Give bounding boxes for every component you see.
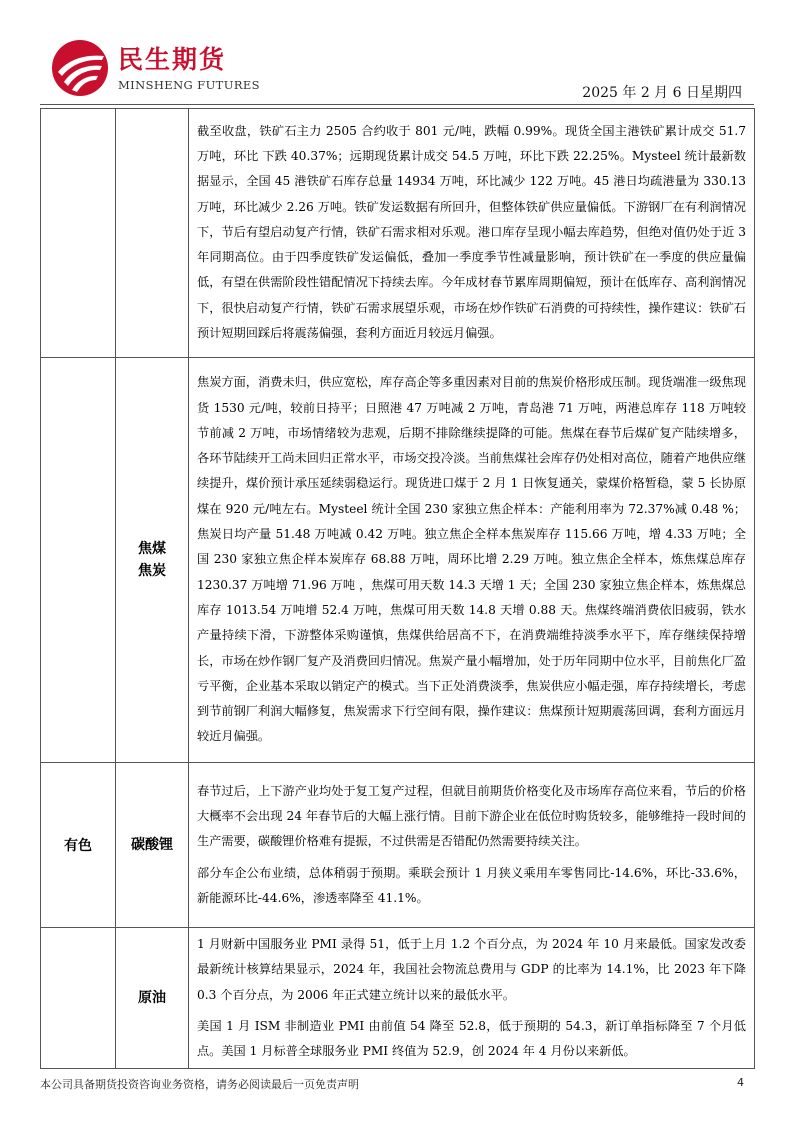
page-number: 4 bbox=[737, 1076, 744, 1089]
report-date: 2025 年 2 月 6 日星期四 bbox=[582, 85, 742, 101]
analysis-paragraph: 截至收盘，铁矿石主力 2505 合约收于 801 元/吨，跌幅 0.99%。现货全国主港铁矿累计成交 51.7 万吨，环比 下跌 40.37%；远期现货累计成交 54.5 万吨，环比下跌 22.25%。Mysteel 统计最新数据显示，全国 45 港铁矿石库存总量 14934 万吨，环比减少 122 万吨。45 港日均疏港量为 330.13 万吨，环比减少 2.26 万吨。铁矿发运数据有所回升，但整体铁矿供应量偏低。下游钢厂在有利润情况下，节后有望启动复产行情，铁矿石需求相对乐观。港口库存呈现小幅去库趋势，但绝对值仍处于近 3 年同期高位。由于四季度铁矿发运偏低，叠加一季度季节性减量影响，预计铁矿在一季度的供应量偏低，有望在供需阶段性错配情况下持续去库。今年成材春节累库周期偏短，预计在低库存、高利润情况下，很快启动复产行情，铁矿石需求展望乐观，市场在炒作铁矿石消费的可持续性，操作建议：铁矿石预计短期回踩后将震荡偏强，套利方面近月较远月偏强。 bbox=[197, 123, 746, 341]
logo-english-name: MINSHENG FUTURES bbox=[118, 78, 260, 92]
page-header bbox=[0, 0, 794, 112]
product-cell: 原油 bbox=[116, 928, 189, 1069]
table-row-crude-oil bbox=[41, 928, 755, 1069]
product-name-coking-coal: 焦煤 焦炭 bbox=[138, 541, 166, 579]
analysis-cell bbox=[189, 358, 755, 763]
analysis-paragraph: 春节过后，上下游产业均处于复工复产过程，但就目前期货价格变化及市场库存高位来看，节后的价格大概率不会出现 24 年春节后的大幅上涨行情。目前下游企业在低位时购货较多，能够维持一段时间的生产需要，碳酸锂价格难有提振，不过供需是否错配仍然需要持续关注。 bbox=[197, 783, 746, 849]
category-cell-nonferrous: 有色 bbox=[41, 763, 116, 928]
analysis-paragraph: 焦炭方面，消费未归，供应宽松，库存高企等多重因素对目前的焦炭价格形成压制。现货端准一级焦现货 1530 元/吨，较前日持平；日照港 47 万吨减 2 万吨，青岛港 71 万吨，两港总库存 118 万吨较节前减 2 万吨，市场情绪较为悲观，后期不排除继续提降的可能。焦煤在春节后煤矿复产陆续增多，各环节陆续开工尚未回归正常水平，市场交投冷淡。当前焦煤社会库存仍处相对高位，随着产地供应继续提升，煤价预计承压延续弱稳运行。现货进口煤于 2 月 1 日恢复通关，蒙煤价格暂稳，蒙 5 长协原煤在 920 元/吨左右。Mysteel 统计全国 230 家独立焦企样本：产能利用率为 72.37%减 0.48 %；焦炭日均产量 51.48 万吨减 0.42 万吨。独立焦企全样本焦炭库存 115.66 万吨，增 4.33 万吨；全国 230 家独立焦企样本炭库存 68.88 万吨，周环比增 2.29 万吨。独立焦企全样本，炼焦煤总库存 1230.37 万吨增 71.96 万吨 ，焦煤可用天数 14.3 天增 1 天；全国 230 家独立焦企样本，炼焦煤总库存 1013.54 万吨增 52.4 万吨，焦煤可用天数 14.8 天增 0.88 天。焦煤终端消费依旧疲弱，铁水产量持续下滑，下游整体采购谨慎，焦煤供给居高不下，在消费端维持淡季水平下，库存继续保持增长，市场在炒作钢厂复产及消费回归情况。焦炭产量小幅增加，处于历年同期中位水平，目前焦化厂盈亏平衡，企业基本采取以销定产的模式。当下正处消费淡季，焦炭供应小幅走强，库存持续增长，考虑到节前钢厂利润大幅修复，焦炭需求下行空间有限，操作建议：焦煤预计短期震荡回调，套利方面远月较近月偏强。 bbox=[197, 375, 746, 744]
product-cell bbox=[116, 358, 189, 763]
category-cell bbox=[41, 928, 116, 1069]
analysis-paragraph: 1 月财新中国服务业 PMI 录得 51，低于上月 1.2 个百分点，为 2024 年 10 月来最低。国家发改委最新统计核算结果显示，2024 年，我国社会物流总费用与 GDP 的比率为 14.1%，比 2023 年下降 0.3 个百分点，为 2006 年正式建立统计以来的最低水平。 bbox=[197, 937, 746, 1002]
category-cell bbox=[41, 109, 116, 358]
logo-chinese-name: 民生期货 bbox=[118, 45, 227, 74]
analysis-paragraph: 部分车企公布业绩，总体稍弱于预期。乘联会预计 1 月狭义乘用车零售同比-14.6%，环比-33.6%，新能源环比-44.6%，渗透率降至 41.1%。 bbox=[197, 865, 746, 905]
analysis-cell bbox=[189, 109, 755, 358]
table-row-coking-coal bbox=[41, 358, 755, 763]
analysis-cell bbox=[189, 928, 755, 1069]
analysis-cell bbox=[189, 763, 755, 928]
table-row-lithium-carbonate bbox=[41, 763, 755, 928]
table-row-iron-ore bbox=[41, 109, 755, 358]
category-cell bbox=[41, 358, 116, 763]
analysis-paragraph: 美国 1 月 ISM 非制造业 PMI 由前值 54 降至 52.8，低于预期的 54.3，新订单指标降至 7 个月低点。美国 1 月标普全球服务业 PMI 终值为 52.9，创 2024 年 4 月份以来新低。 bbox=[197, 1018, 746, 1059]
minsheng-logo-icon bbox=[50, 38, 110, 98]
header-divider bbox=[40, 104, 754, 105]
product-cell bbox=[116, 109, 189, 358]
footer-disclaimer: 本公司具备期货投资咨询业务资格，请务必阅读最后一页免责声明 bbox=[40, 1078, 359, 1091]
product-cell: 碳酸锂 bbox=[116, 763, 189, 928]
commodity-analysis-table bbox=[40, 108, 755, 1069]
